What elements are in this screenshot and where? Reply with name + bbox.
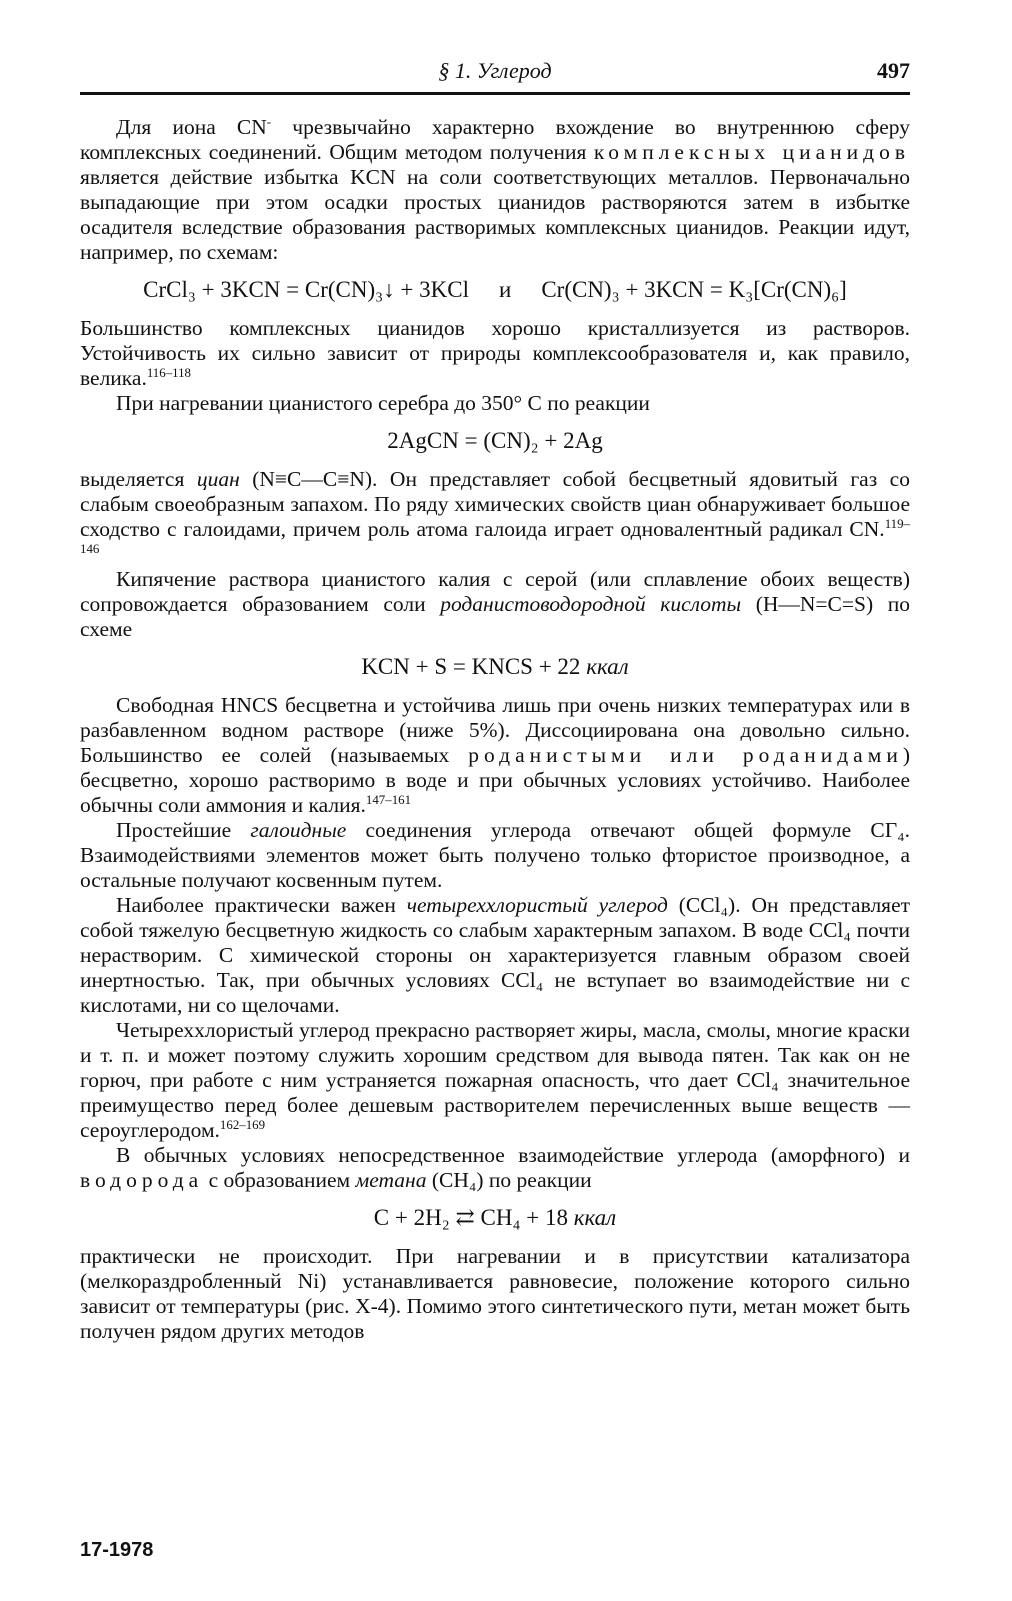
spaced-term: водорода — [80, 1168, 204, 1192]
reference-superscript: 116–118 — [146, 365, 192, 380]
text-span: Четыреххлористый углерод прекрасно растворяет жиры, масла, смолы, многие краски и т. п. и может поэтому служить хорошим средством для вывода пятен. Так как он не горюч, при работе с ним устраняется пожарная опасность, что дает CCl₄ значительное преимущество перед более дешевым растворителем перечисленных выше веществ — сероуглеродом. — [80, 1018, 910, 1142]
spaced-term: роданистыми или роданидами — [468, 743, 903, 767]
paragraph-thiocyanate — [80, 567, 910, 642]
italic-term: четыреххлористый углерод — [406, 893, 668, 917]
italic-term: циан — [196, 467, 240, 491]
page-number: 497 — [877, 58, 910, 83]
page-body — [80, 115, 910, 1344]
equation-kncs — [80, 654, 910, 679]
text-span: Кипячение раствора цианистого калия с серой (или сплавление обоих веществ) сопровождается образованием соли — [80, 567, 910, 616]
italic-term: роданистоводородной кислоты — [440, 592, 742, 616]
text-span: (CCl₄). Он представляет собой тяжелую бесцветную жидкость со слабым характерным запахом. В воде CCl₄ почти нерастворим. С химической стороны он характеризуется главным образом своей инертностью. Так, при обычных условиях CCl₄ не вступает во взаимодействие ни с кислотами, ни со щелочами. — [80, 893, 911, 1017]
book-page — [80, 40, 910, 1570]
text-span: Для иона CN — [116, 115, 267, 139]
reference-superscript: 147–161 — [365, 792, 412, 807]
text-span: В обычных условиях непосредственное взаимодействие углерода (аморфного) и — [116, 1143, 910, 1167]
paragraph-ccl4-solvent — [80, 1018, 910, 1143]
reference-superscript: 119–146 — [80, 516, 910, 556]
text-span: чрезвычайно характерно вхождение во внутреннюю сферу комплексных соединений. Общим методом получения — [80, 115, 910, 164]
italic-term: метана — [355, 1168, 427, 1192]
superscript: - — [266, 114, 272, 129]
paragraph-halides — [80, 818, 910, 893]
equation-part: C + 2H₂ ⇄ CH₄ + 18 — [373, 1205, 574, 1230]
section-title: § 1. Углерод — [438, 58, 552, 83]
text-span: Свободная HNCS бесцветна и устойчива лишь при очень низких температурах или в разбавленном водном растворе (ниже 5%). Диссоциирована она довольно сильно. Большинство ее солей (называемых — [80, 693, 910, 767]
paragraph-hncs — [80, 693, 910, 818]
text-span: (N≡C—C≡N). Он представляет собой бесцветный ядовитый газ со слабым своеобразным запахом. По ряду химических свойств циан обнаруживает большое сходство с галоидами, причем роль атома галоида играет одновалентный радикал CN. — [80, 467, 910, 541]
equation-silver — [80, 428, 910, 453]
equation-chromium — [80, 277, 910, 302]
equation-part: 2AgCN = (CN)₂ + 2Ag — [387, 428, 603, 453]
text-span: является действие избытка KCN на соли соответствующих металлов. Первоначально выпадающие при этом осадки простых цианидов растворяются затем в избытке осадителя вследствие образования растворимых комплексных цианидов. Реакции идут, например, по схемам: — [80, 165, 910, 264]
paragraph-methane — [80, 1143, 910, 1193]
paragraph-ccl4 — [80, 893, 910, 1018]
paragraph-silver-cyanide — [80, 391, 910, 416]
reference-superscript: 162–169 — [219, 1117, 266, 1132]
text-span: (H—N=C=S) по схеме — [80, 592, 910, 641]
text-span: При нагревании цианистого серебра до 350° С по реакции — [116, 391, 650, 415]
equation-unit: ккал — [573, 1205, 617, 1230]
spaced-term: комплексных цианидов — [593, 140, 910, 164]
text-span: Простейшие — [116, 818, 251, 842]
text-span: практически не происходит. При нагревании и в присутствии катализатора (мелкораздробленный Ni) устанавливается равновесие, положение которого сильно зависит от температуры (рис. X-4). Помимо этого синтетического пути, метан может быть получен рядом других методов — [80, 1244, 910, 1343]
equation-part: Cr(CN)₃ + 3KCN = K₃[Cr(CN)₆] — [541, 277, 847, 302]
running-header — [80, 40, 910, 95]
paragraph-stability — [80, 316, 910, 391]
paragraph-cyanogen — [80, 467, 910, 567]
equation-part: CrCl₃ + 3KCN = Cr(CN)₃↓ + 3KCl — [143, 277, 469, 302]
text-span: соединения углерода отвечают общей формуле CГ₄. Взаимодействиями элементов может быть получено только фтористое производное, а остальные получают косвенным путем. — [80, 818, 911, 892]
text-span: с образованием — [203, 1168, 356, 1192]
equation-methane — [80, 1205, 910, 1230]
paragraph-cn-complexes — [80, 115, 910, 265]
text-span: (CH₄) по реакции — [426, 1168, 592, 1192]
italic-term: галоидные — [250, 818, 347, 842]
text-span: ) бесцветно, хорошо растворимо в воде и при обычных условиях устойчиво. Наиболее обычны соли аммония и калия. — [80, 743, 910, 817]
equation-unit: ккал — [586, 654, 629, 679]
text-span: Наиболее практически важен — [116, 893, 407, 917]
equation-conjunction: и — [499, 277, 512, 302]
text-span: выделяется — [80, 467, 197, 491]
equation-part: KCN + S = KNCS + 22 — [361, 654, 587, 679]
text-span: Большинство комплексных цианидов хорошо кристаллизуется из растворов. Устойчивость их сильно зависит от природы комплексообразователя и, как правило, велика. — [80, 316, 910, 390]
paragraph-methane-equilibrium — [80, 1244, 910, 1344]
printer-signature: 17-1978 — [80, 1539, 154, 1561]
